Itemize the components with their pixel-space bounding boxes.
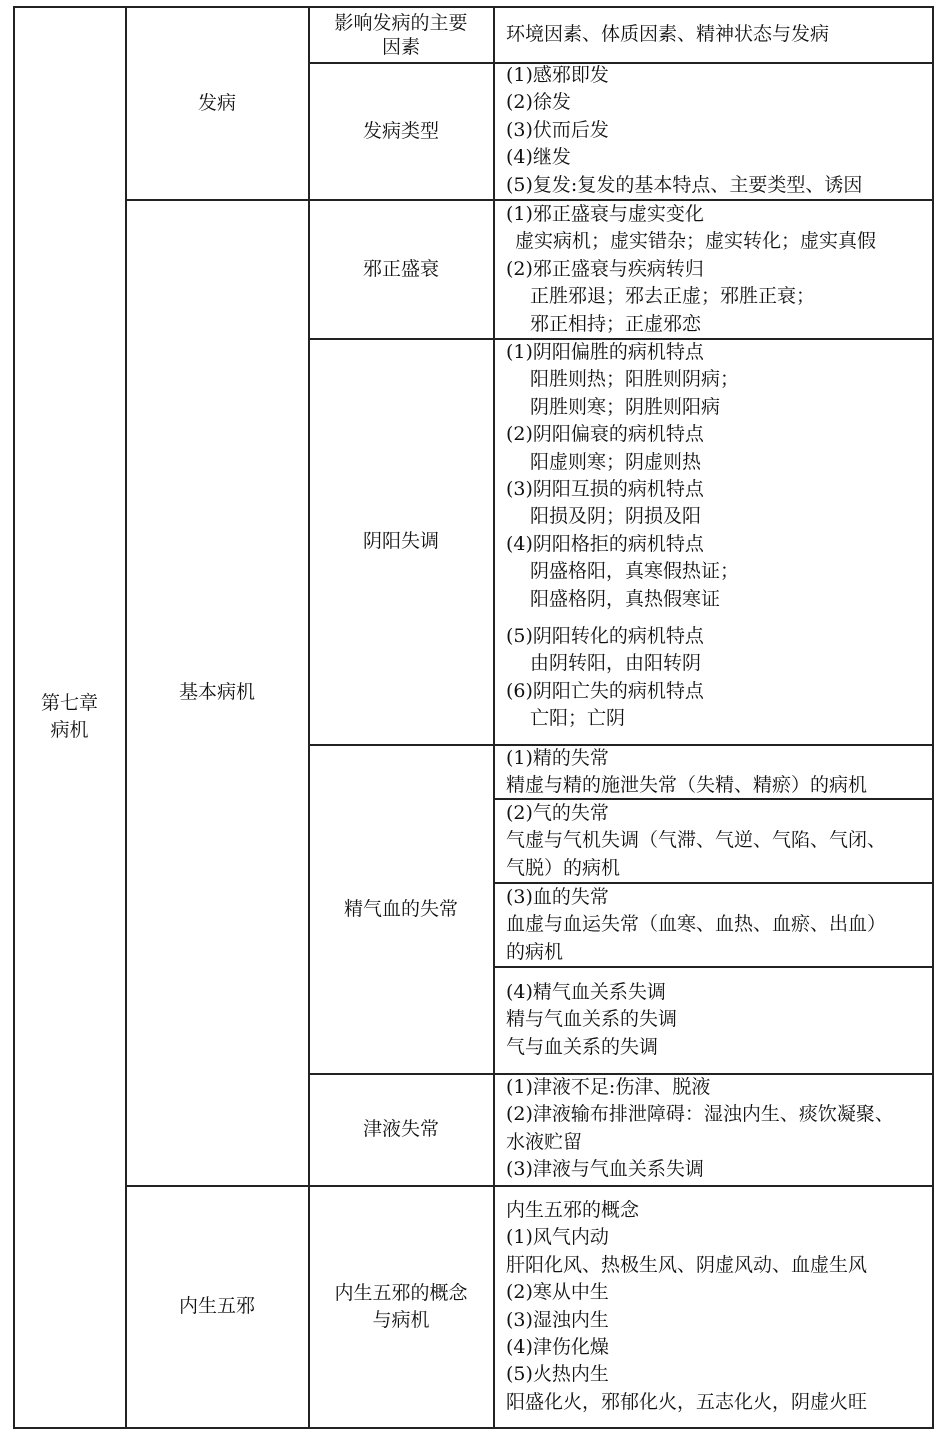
border-right (932, 6, 934, 1428)
jinye-line: (1)津液不足:伤津、脱液 (506, 1076, 711, 1098)
yinyang-line: 阴盛格阳，真寒假热证； (530, 560, 740, 583)
qi-line: 气虚与气机失调（气滞、气逆、气陷、气闭、 (506, 829, 887, 852)
concept-line: 肝阳化风、热极生风、阴虚风动、血虚生风 (506, 1253, 868, 1276)
xiezheng-line: (1)邪正盛衰与虚实变化 (506, 203, 704, 225)
jing-line: (1)精的失常 (506, 747, 609, 769)
factors-content-cell (494, 7, 932, 62)
xiezheng-label-cell (309, 200, 493, 338)
jinye-content-cell (494, 1074, 932, 1184)
factors-label-line2: 因素 (381, 35, 420, 58)
yinyang-content-cell-b (494, 623, 932, 733)
xiezheng-line: 虚实病机；虚实错杂；虚实转化；虚实真假 (515, 230, 877, 253)
xue-line: 的病机 (506, 940, 564, 963)
jinye-line: 水液贮留 (506, 1130, 583, 1153)
yinyang-line: 阴胜则寒；阴胜则阳病 (530, 395, 721, 418)
concept-line: (3)湿浊内生 (506, 1308, 609, 1331)
yinyang-line: (2)阴阳偏衰的病机特点 (506, 423, 704, 446)
jingqixue-label-cell (309, 745, 493, 1073)
concept-label-cell (309, 1186, 493, 1427)
section-jiben-label: 基本病机 (178, 681, 255, 703)
qi-content-cell (494, 800, 932, 882)
chapter-title: 第七章 (40, 692, 98, 714)
qi-line: 气脱）的病机 (506, 856, 621, 879)
yinyang-line: (6)阴阳亡失的病机特点 (506, 679, 704, 702)
section-fabing-label: 发病 (197, 91, 236, 114)
jing-content-cell (494, 745, 932, 800)
types-line: (5)复发:复发的基本特点、主要类型、诱因 (506, 173, 863, 196)
jinye-line: (3)津液与气血关系失调 (506, 1158, 704, 1181)
yinyang-line: (3)阴阳互损的病机特点 (506, 478, 704, 501)
yinyang-line: 由阴转阳，由阳转阴 (530, 652, 702, 675)
xue-line: (3)血的失常 (506, 886, 609, 908)
jinye-line: (2)津液输布排泄障碍：湿浊内生、痰饮凝聚、 (506, 1103, 894, 1126)
concept-content-cell (494, 1197, 932, 1416)
factors-label-cell (309, 7, 493, 62)
concept-line: (4)津伤化燥 (506, 1336, 609, 1359)
types-content-cell (494, 62, 932, 199)
factors-content: 环境因素、体质因素、精神状态与发病 (506, 22, 830, 45)
concept-line: 内生五邪的概念 (506, 1199, 640, 1221)
xue-content-cell (494, 884, 932, 966)
yinyang-line: 阳胜则热；阳胜则阴病； (530, 368, 740, 391)
concept-label-line1: 内生五邪的概念 (334, 1281, 468, 1304)
types-line: (2)徐发 (506, 91, 571, 114)
jinye-label: 津液失常 (362, 1118, 439, 1140)
yinyang-label-cell (309, 339, 493, 744)
jingqixue-label: 精气血的失常 (343, 897, 458, 920)
concept-line: (2)寒从中生 (506, 1281, 609, 1304)
yinyang-label: 阴阳失调 (362, 530, 439, 552)
types-line: (3)伏而后发 (506, 118, 609, 141)
yinyang-line: (5)阴阳转化的病机特点 (506, 625, 704, 647)
concept-label-line2: 与病机 (372, 1308, 430, 1331)
xiezheng-line: 正胜邪退；邪去正虚；邪胜正衰； (530, 285, 816, 308)
relation-content-cell (494, 979, 932, 1061)
concept-line: (5)火热内生 (506, 1363, 609, 1386)
xiezheng-line: (2)邪正盛衰与疾病转归 (506, 257, 704, 280)
types-line: (1)感邪即发 (506, 64, 609, 86)
section-jiben-cell (126, 200, 308, 1185)
border-bottom (13, 1427, 934, 1429)
xiezheng-label: 邪正盛衰 (362, 257, 439, 280)
yinyang-line: 阳损及阴；阴损及阳 (530, 505, 702, 528)
relation-line: (4)精气血关系失调 (506, 981, 666, 1003)
factors-label-line1: 影响发病的主要 (334, 11, 468, 34)
jing-line: 精虚与精的施泄失常（失精、精瘀）的病机 (506, 774, 868, 797)
yinyang-line: 阳虚则寒；阴虚则热 (530, 450, 702, 473)
xiezheng-line: 邪正相持；正虚邪恋 (530, 312, 702, 335)
types-label: 发病类型 (362, 119, 439, 142)
relation-line: 精与气血关系的失调 (506, 1008, 678, 1031)
section-fabing-cell (126, 7, 308, 199)
xue-line: 血虚与血运失常（血寒、血热、血瘀、出血） (506, 913, 887, 936)
qi-line: (2)气的失常 (506, 802, 609, 824)
yinyang-line: 阳盛格阴，真热假寒证 (530, 587, 721, 610)
yinyang-line: (4)阴阳格拒的病机特点 (506, 532, 704, 555)
types-label-cell (309, 63, 493, 199)
types-line: (4)继发 (506, 146, 571, 169)
row-divider-xue (493, 966, 934, 968)
yinyang-line: (1)阴阳偏胜的病机特点 (506, 341, 704, 363)
jinye-label-cell (309, 1074, 493, 1185)
concept-line: (1)风气内动 (506, 1226, 609, 1249)
section-neisheng-label: 内生五邪 (178, 1295, 255, 1317)
yinyang-line: 亡阳；亡阴 (530, 707, 626, 730)
chapter-subtitle: 病机 (50, 719, 89, 741)
concept-line: 阳盛化火，邪郁化火，五志化火，阴虚火旺 (506, 1390, 868, 1413)
relation-line: 气与血关系的失调 (506, 1035, 659, 1058)
section-neisheng-cell (126, 1186, 308, 1427)
chapter-cell (14, 7, 125, 1427)
yinyang-content-cell-a (494, 339, 932, 613)
xiezheng-content-cell (494, 201, 932, 338)
